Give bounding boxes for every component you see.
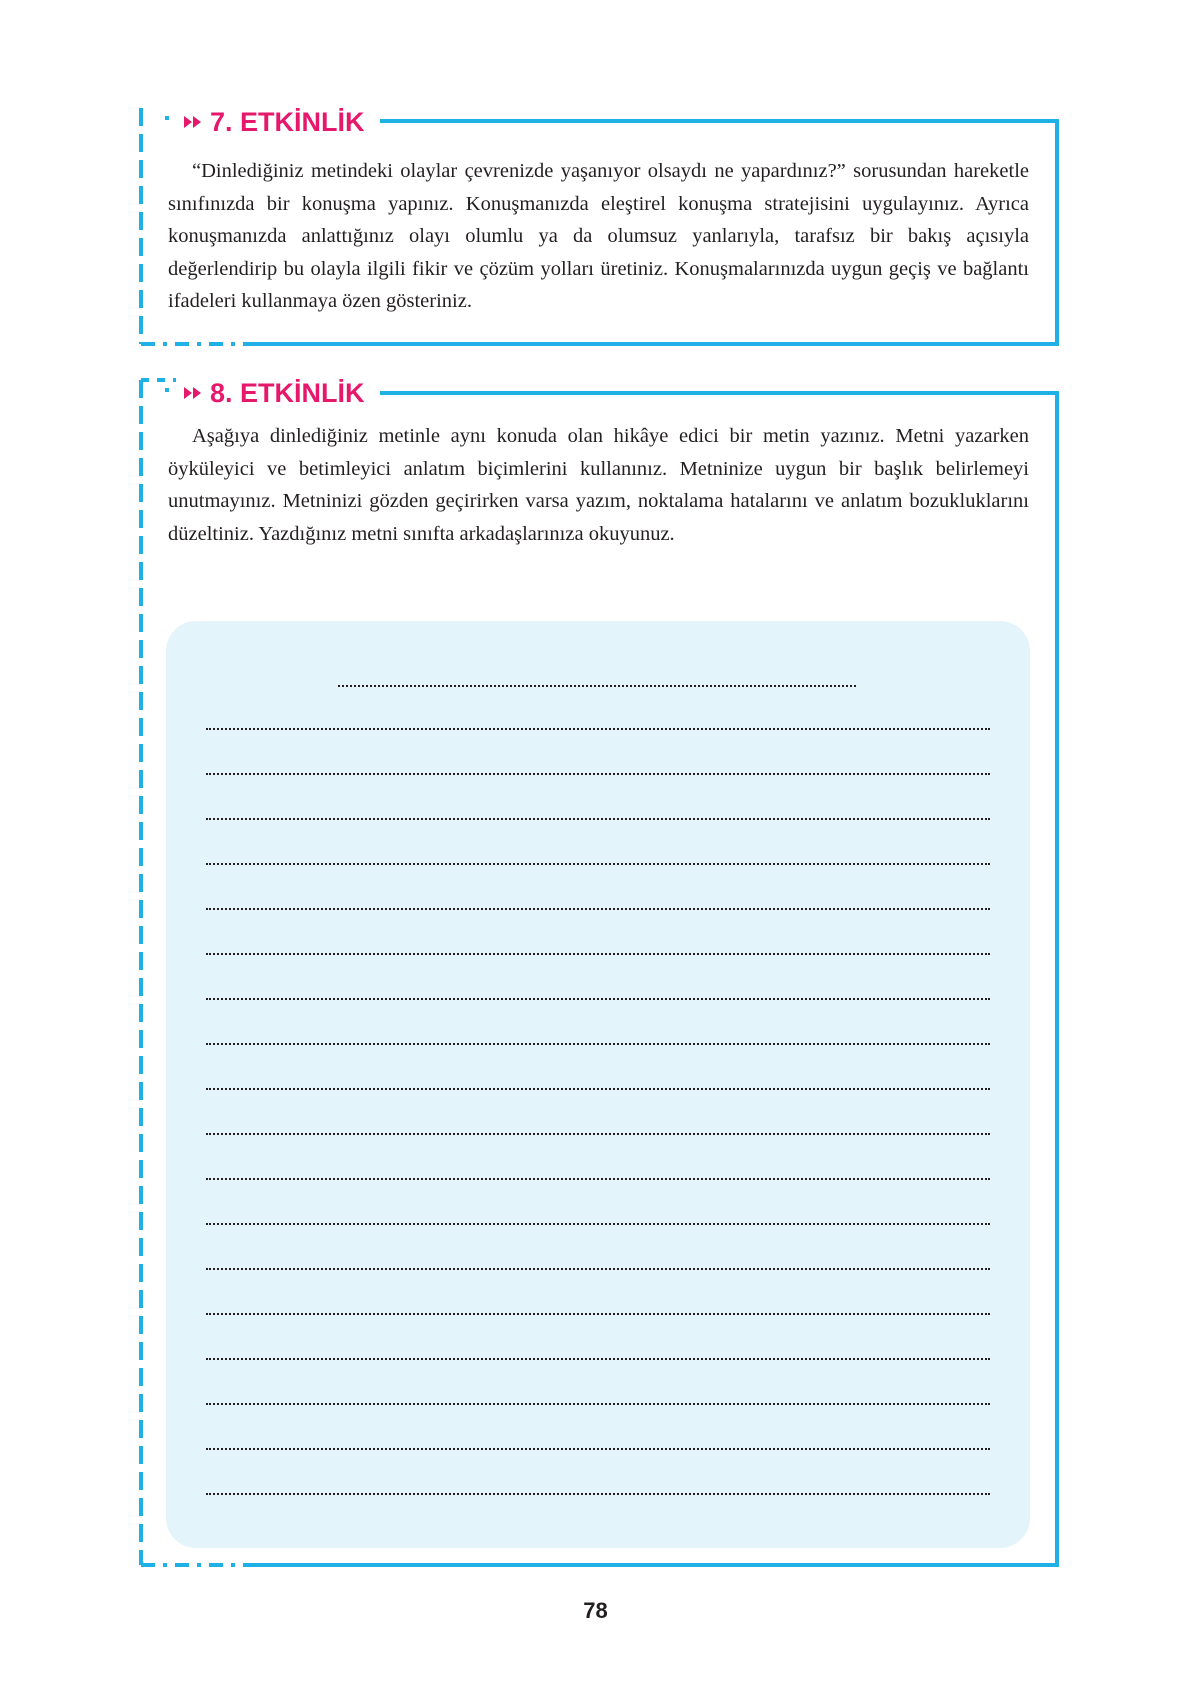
writing-line[interactable] (206, 773, 990, 775)
writing-line[interactable] (206, 863, 990, 865)
writing-line[interactable] (206, 1133, 990, 1135)
writing-line[interactable] (206, 1358, 990, 1360)
activity-7-heading (180, 107, 369, 137)
writing-line[interactable] (206, 1223, 990, 1225)
writing-line[interactable] (206, 1493, 990, 1495)
activity-7-text: “Dinlediğiniz metindeki olaylar çevrenizde yaşanıyor olsaydı ne yapardınız?” sorusundan hareketle sınıfınızda bir konuşma yapınız. Konuşmanızda eleştirel konuşma stratejisini uygulayınız. Ayrıca konuşmanızda anlattığınız olayı olumlu ya da olumsuz yanlarıyla, tarafsız bir bakış açısıyla değerlendirip bu olayla ilgili fikir ve çözüm yolları üretiniz. Konuşmalarınızda uygun geçiş ve bağlantı ifadeleri kullanmaya özen gösteriniz. (168, 160, 1029, 312)
activity-8-heading (180, 378, 369, 408)
writing-line[interactable] (206, 1268, 990, 1270)
writing-line[interactable] (206, 998, 990, 1000)
writing-line[interactable] (206, 953, 990, 955)
writing-line[interactable] (206, 728, 990, 730)
activity-7-text-block (168, 155, 1029, 318)
writing-line[interactable] (206, 818, 990, 820)
activity-8-text-block (168, 420, 1029, 550)
writing-area[interactable] (166, 621, 1030, 1548)
writing-line[interactable] (206, 908, 990, 910)
double-arrow-icon (184, 116, 202, 128)
title-writing-line[interactable] (338, 685, 856, 687)
writing-line[interactable] (206, 1313, 990, 1315)
writing-line[interactable] (206, 1043, 990, 1045)
activity-8-title: 8. ETKİNLİK (210, 378, 365, 408)
double-arrow-icon (184, 387, 202, 399)
activity-8-text: Aşağıya dinlediğiniz metinle aynı konuda olan hikâye edici bir metin yazınız. Metni yazarken öyküleyici ve betimleyici anlatım biçimlerini kullanınız. Metninize uygun bir başlık belirlemeyi unutmayınız. Metninizi gözden geçirirken varsa yazım, noktalama hatalarını ve anlatım bozukluklarını düzeltiniz. Yazdığınız metni sınıfta arkadaşlarınıza okuyunuz. (168, 425, 1029, 545)
activity-7-title: 7. ETKİNLİK (210, 107, 365, 137)
writing-line[interactable] (206, 1178, 990, 1180)
page-number: 78 (583, 1598, 608, 1623)
writing-line[interactable] (206, 1448, 990, 1450)
writing-line[interactable] (206, 1403, 990, 1405)
writing-line[interactable] (206, 1088, 990, 1090)
